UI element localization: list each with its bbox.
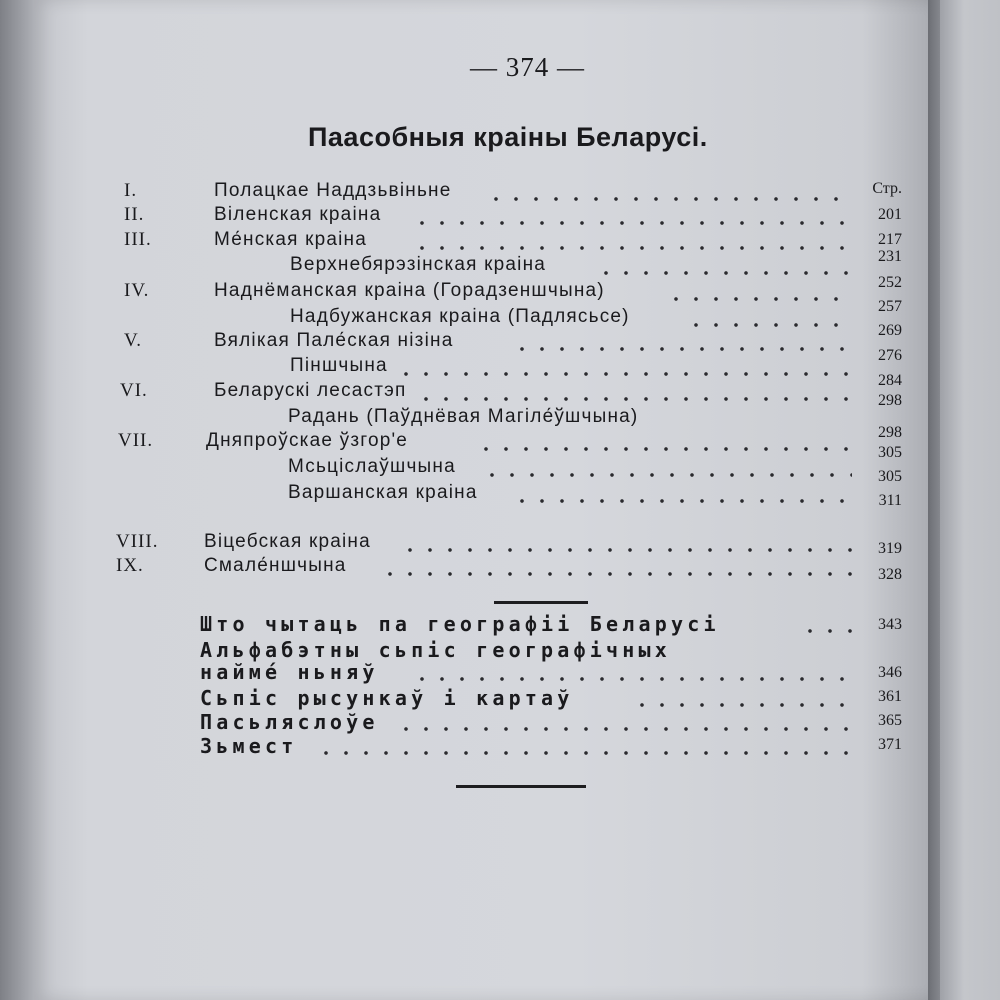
appendix-row <box>0 734 1000 758</box>
toc-row <box>0 180 1000 204</box>
leader-dots <box>476 447 852 451</box>
toc-row <box>0 347 1000 379</box>
toc-label: Ме́нская краіна <box>214 229 367 250</box>
toc-label: Беларускі лесастэп <box>214 380 407 401</box>
section-divider <box>494 601 588 604</box>
toc-row <box>0 298 1000 330</box>
leader-dots <box>412 677 852 681</box>
appendix-row <box>0 638 1000 662</box>
leader-dots <box>632 703 852 707</box>
end-divider <box>456 785 586 788</box>
toc-row <box>0 274 1000 304</box>
toc-label: Радань (Паўднёвая Магіле́ўшчына) <box>288 406 639 427</box>
appendix-page: 346 <box>878 664 902 681</box>
toc-row <box>0 468 1000 506</box>
appendix-label: Што чытаць па географіі Беларусі <box>200 612 720 636</box>
toc-numeral: II. <box>124 204 145 225</box>
appendix-page: 365 <box>878 712 902 729</box>
toc-row <box>0 372 1000 404</box>
leader-dots <box>416 397 852 401</box>
toc-page: 257 <box>878 298 902 315</box>
section-title: Паасобныя краіны Беларусі. <box>308 122 708 152</box>
appendix-label: Сьпіс рысункаў і картаў <box>200 686 574 710</box>
toc-page: 231 <box>878 248 902 265</box>
toc-row <box>0 322 1000 354</box>
toc-numeral: III. <box>124 229 152 250</box>
toc-label: Дняпроўскае ўзгор'е <box>206 430 409 451</box>
toc-label: Віцебская краіна <box>204 531 371 552</box>
toc-page: 298 <box>878 424 902 441</box>
appendix-label: Альфабэтны сьпіс географічных <box>200 638 671 662</box>
toc-numeral: I. <box>124 180 138 201</box>
leader-dots <box>482 473 852 477</box>
leader-dots <box>412 246 852 250</box>
toc-label: Мсьціслаўшчына <box>288 456 456 477</box>
toc-page: 252 <box>878 274 902 291</box>
appendix-page: 343 <box>878 616 902 633</box>
toc-page: 284 <box>878 372 902 389</box>
toc-page: 201 <box>878 206 902 223</box>
leader-dots <box>596 271 852 275</box>
toc-numeral: IX. <box>116 555 144 576</box>
toc-label: Полацкае Наддзьвіньне <box>214 180 452 201</box>
toc-numeral: VII. <box>118 430 154 451</box>
appendix-page: 371 <box>878 736 902 753</box>
toc-row <box>0 444 1000 480</box>
toc-page: 305 <box>878 468 902 485</box>
toc-row <box>0 555 1000 583</box>
appendix-row <box>0 686 1000 710</box>
toc-page: 311 <box>878 492 902 509</box>
toc-label: Варшанская краіна <box>288 482 478 503</box>
toc-page: 217 <box>878 231 902 248</box>
leader-dots <box>512 347 852 351</box>
leader-dots <box>686 323 852 327</box>
toc-label: Піншчына <box>290 355 388 376</box>
toc-label: Надбужанская краіна (Падлясьсе) <box>290 306 630 327</box>
page-number: — 374 — <box>470 52 585 82</box>
toc-row <box>0 424 1000 454</box>
toc-page: 269 <box>878 322 902 339</box>
appendix-label: наймé ньняў <box>200 660 379 684</box>
toc-label: Віленская краіна <box>214 204 382 225</box>
toc-numeral: IV. <box>124 280 150 301</box>
appendix-page: 361 <box>878 688 902 705</box>
leader-dots <box>412 221 852 225</box>
toc-page: 276 <box>878 347 902 364</box>
toc-row <box>0 392 1000 430</box>
toc-label: Наднёманская краіна (Горадзеншчына) <box>214 280 605 301</box>
toc-page: 305 <box>878 444 902 461</box>
toc-page: 328 <box>878 566 902 583</box>
toc-row <box>0 248 1000 278</box>
leader-dots <box>316 751 852 755</box>
appendix-row <box>0 710 1000 734</box>
toc-row <box>0 204 1000 228</box>
leader-dots <box>396 727 852 731</box>
leader-dots <box>666 297 852 301</box>
toc-page: 298 <box>878 392 902 409</box>
toc-numeral: V. <box>124 330 143 351</box>
toc-numeral: VI. <box>120 380 148 401</box>
page-column-header: Стр. <box>872 180 902 197</box>
appendix-label: Пасьляслоўе <box>200 710 379 734</box>
toc-label: Смале́ншчына <box>204 555 347 576</box>
toc-row <box>0 531 1000 555</box>
toc-label: Вялікая Пале́ская нізіна <box>214 330 454 351</box>
leader-dots <box>400 548 852 552</box>
leader-dots <box>380 572 852 576</box>
leader-dots <box>512 499 852 503</box>
leader-dots <box>800 629 852 633</box>
toc-row <box>0 229 1000 253</box>
appendix-row <box>0 660 1000 684</box>
appendix-row <box>0 612 1000 636</box>
leader-dots <box>396 372 852 376</box>
toc-numeral: VIII. <box>116 531 159 552</box>
toc-page: 319 <box>878 540 902 557</box>
appendix-label: Зьмест <box>200 734 298 758</box>
toc-label: Верхнебярэзінская краіна <box>290 254 547 275</box>
leader-dots <box>486 197 846 201</box>
